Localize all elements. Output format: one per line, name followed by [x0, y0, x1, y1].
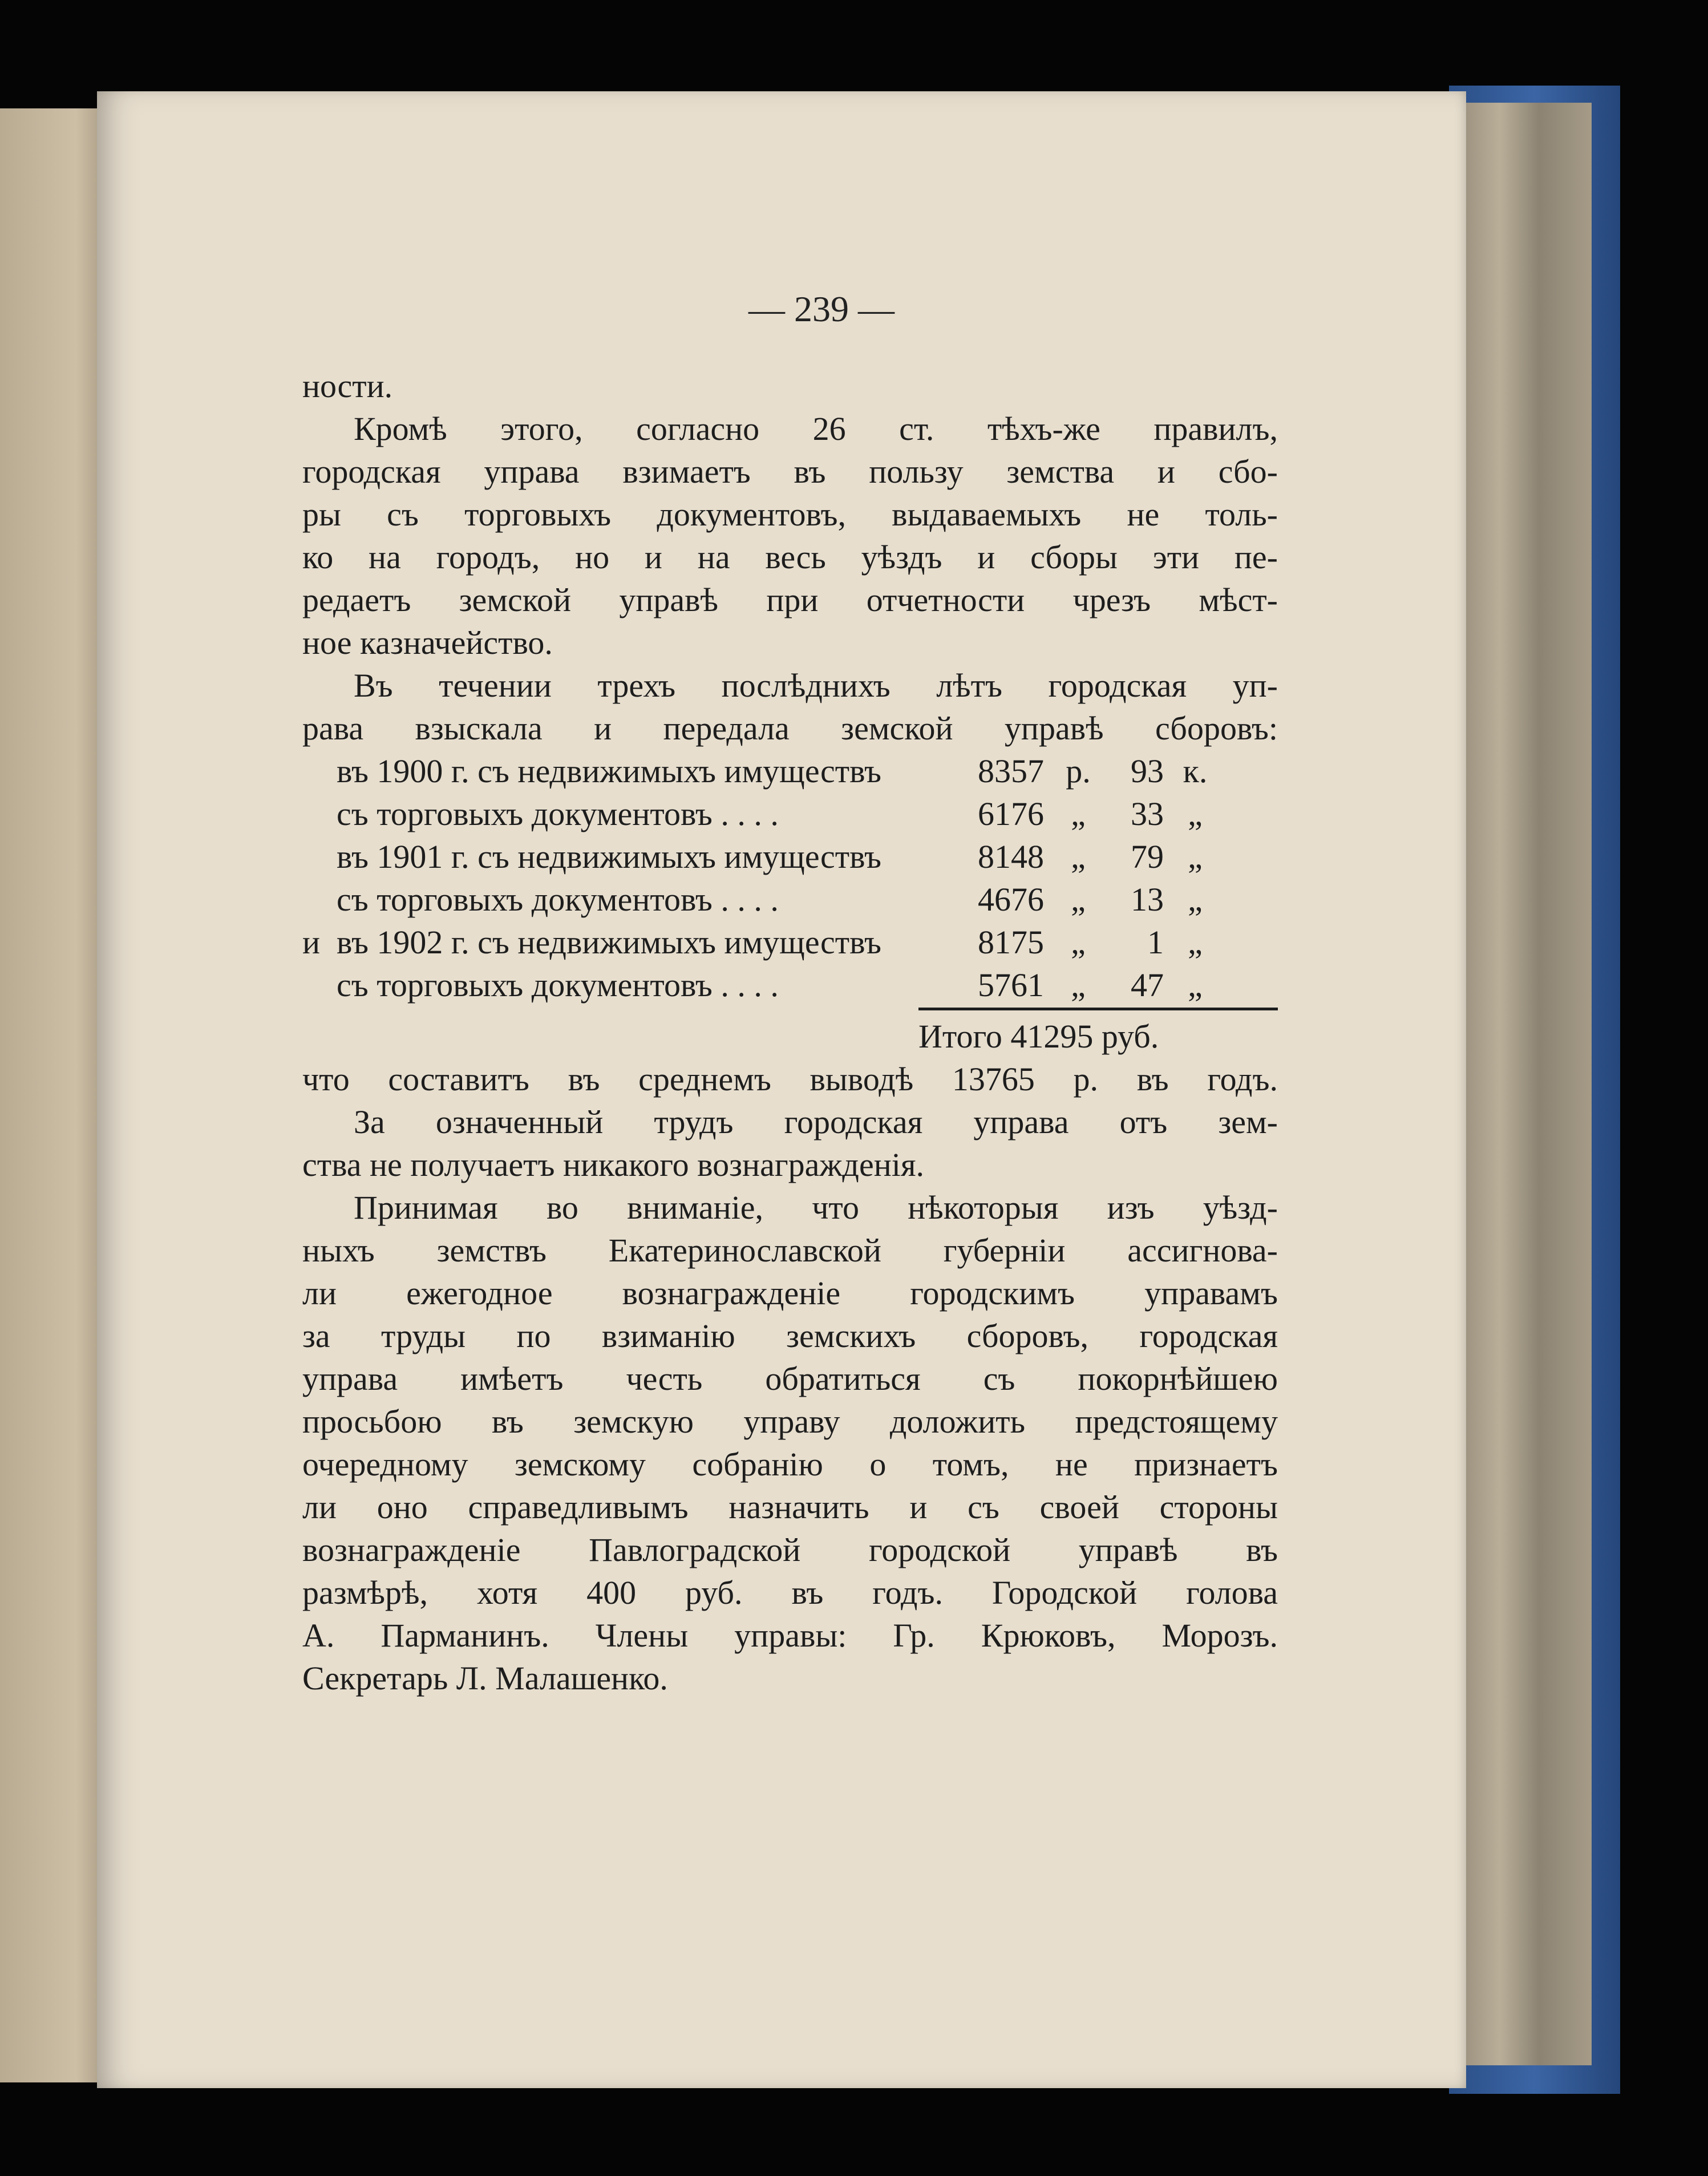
row-kopecks: 13: [1131, 881, 1164, 918]
text-line: ры съ торговыхъ документовъ, выдаваемыхъ не толь-: [302, 496, 1278, 533]
page-text: [302, 91, 1278, 2088]
text-line: Въ течении трехъ послѣднихъ лѣтъ городская уп-: [354, 667, 1278, 704]
row-prefix: и: [302, 924, 321, 961]
text-line: ныхъ земствъ Екатеринославской губерніи ассигнова-: [302, 1232, 1278, 1269]
text-line: Принимая во вниманіе, что нѣкоторыя изъ уѣзд-: [354, 1189, 1278, 1226]
text-line: что составитъ въ среднемъ выводѣ 13765 р. въ годъ.: [302, 1061, 1278, 1098]
text-line: А. Парманинъ. Члены управы: Гр. Крюковъ, Морозъ.: [302, 1617, 1278, 1654]
table-row: [302, 836, 1278, 878]
page-number: — 239 —: [748, 289, 895, 329]
sum-rule: [918, 1008, 1278, 1010]
text-line: За означенный трудъ городская управа отъ зем-: [354, 1103, 1278, 1140]
text-line: размѣрѣ, хотя 400 руб. въ годъ. Городской голова: [302, 1574, 1278, 1611]
text-line: ко на городъ, но и на весь уѣздъ и сборы эти пе-: [302, 539, 1278, 576]
table-row: [302, 921, 1278, 964]
row-amount: 6176: [978, 795, 1044, 832]
row-kopecks: 93: [1131, 753, 1164, 790]
text-line: за труды по взиманію земскихъ сборовъ, городская: [302, 1317, 1278, 1354]
text-line: ства не получаетъ никакого вознагражденія.: [302, 1146, 925, 1183]
table-row: [302, 964, 1278, 1006]
row-kopecks: 33: [1131, 795, 1164, 832]
text-line: Секретарь Л. Малашенко.: [302, 1660, 668, 1697]
row-unit: „: [1071, 795, 1086, 832]
page-stack-edge: [1460, 103, 1592, 2065]
text-line: рава взыскала и передала земской управѣ сборовъ:: [302, 710, 1278, 747]
row-label: въ 1902 г. съ недвижимыхъ имуществъ: [337, 924, 882, 961]
row-unit: „: [1071, 881, 1086, 918]
row-kopeck-unit: „: [1188, 966, 1203, 1004]
row-kopeck-unit: к.: [1183, 753, 1208, 790]
row-unit: „: [1071, 924, 1086, 961]
row-amount: 8175: [978, 924, 1044, 961]
text-line: ли ежегодное вознагражденіе городскимъ управамъ: [302, 1275, 1278, 1312]
row-amount: 8148: [978, 838, 1044, 875]
table-row: [302, 879, 1278, 921]
row-label: съ торговыхъ документовъ . . . .: [337, 966, 779, 1004]
row-amount: 8357: [978, 753, 1044, 790]
text-line: управа имѣетъ честь обратиться съ покорнѣйшею: [302, 1360, 1278, 1397]
row-amount: 5761: [978, 966, 1044, 1004]
row-kopecks: 79: [1131, 838, 1164, 875]
row-unit: р.: [1066, 753, 1091, 790]
table-row: [302, 793, 1278, 835]
text-line: ности.: [302, 367, 393, 405]
total-line: Итого 41295 руб.: [918, 1018, 1159, 1055]
text-line: Кромѣ этого, согласно 26 ст. тѣхъ-же правилъ,: [354, 410, 1278, 447]
row-label: въ 1900 г. съ недвижимыхъ имуществъ: [337, 753, 882, 790]
text-line: городская управа взимаетъ въ пользу земства и сбо-: [302, 453, 1278, 490]
row-amount: 4676: [978, 881, 1044, 918]
row-unit: „: [1071, 838, 1086, 875]
row-label: съ торговыхъ документовъ . . . .: [337, 795, 779, 832]
book-page: [97, 91, 1466, 2088]
row-label: съ торговыхъ документовъ . . . .: [337, 881, 779, 918]
row-label: въ 1901 г. съ недвижимыхъ имуществъ: [337, 838, 882, 875]
text-line: ное казначейство.: [302, 624, 553, 661]
row-kopeck-unit: „: [1188, 838, 1203, 875]
row-kopeck-unit: „: [1188, 924, 1203, 961]
text-line: вознагражденіе Павлоградской городской управѣ въ: [302, 1531, 1278, 1568]
row-unit: „: [1071, 966, 1086, 1004]
text-line: ли оно справедливымъ назначить и съ своей стороны: [302, 1489, 1278, 1526]
row-kopeck-unit: „: [1188, 881, 1203, 918]
row-kopecks: 47: [1131, 966, 1164, 1004]
left-page-edge: [0, 108, 108, 2082]
text-line: просьбою въ земскую управу доложить предстоящему: [302, 1403, 1278, 1440]
text-line: очередному земскому собранію о томъ, не признаетъ: [302, 1446, 1278, 1483]
row-kopecks: 1: [1147, 924, 1164, 961]
table-row: [302, 750, 1278, 792]
text-line: редаетъ земской управѣ при отчетности чрезъ мѣст-: [302, 581, 1278, 618]
row-kopeck-unit: „: [1188, 795, 1203, 832]
